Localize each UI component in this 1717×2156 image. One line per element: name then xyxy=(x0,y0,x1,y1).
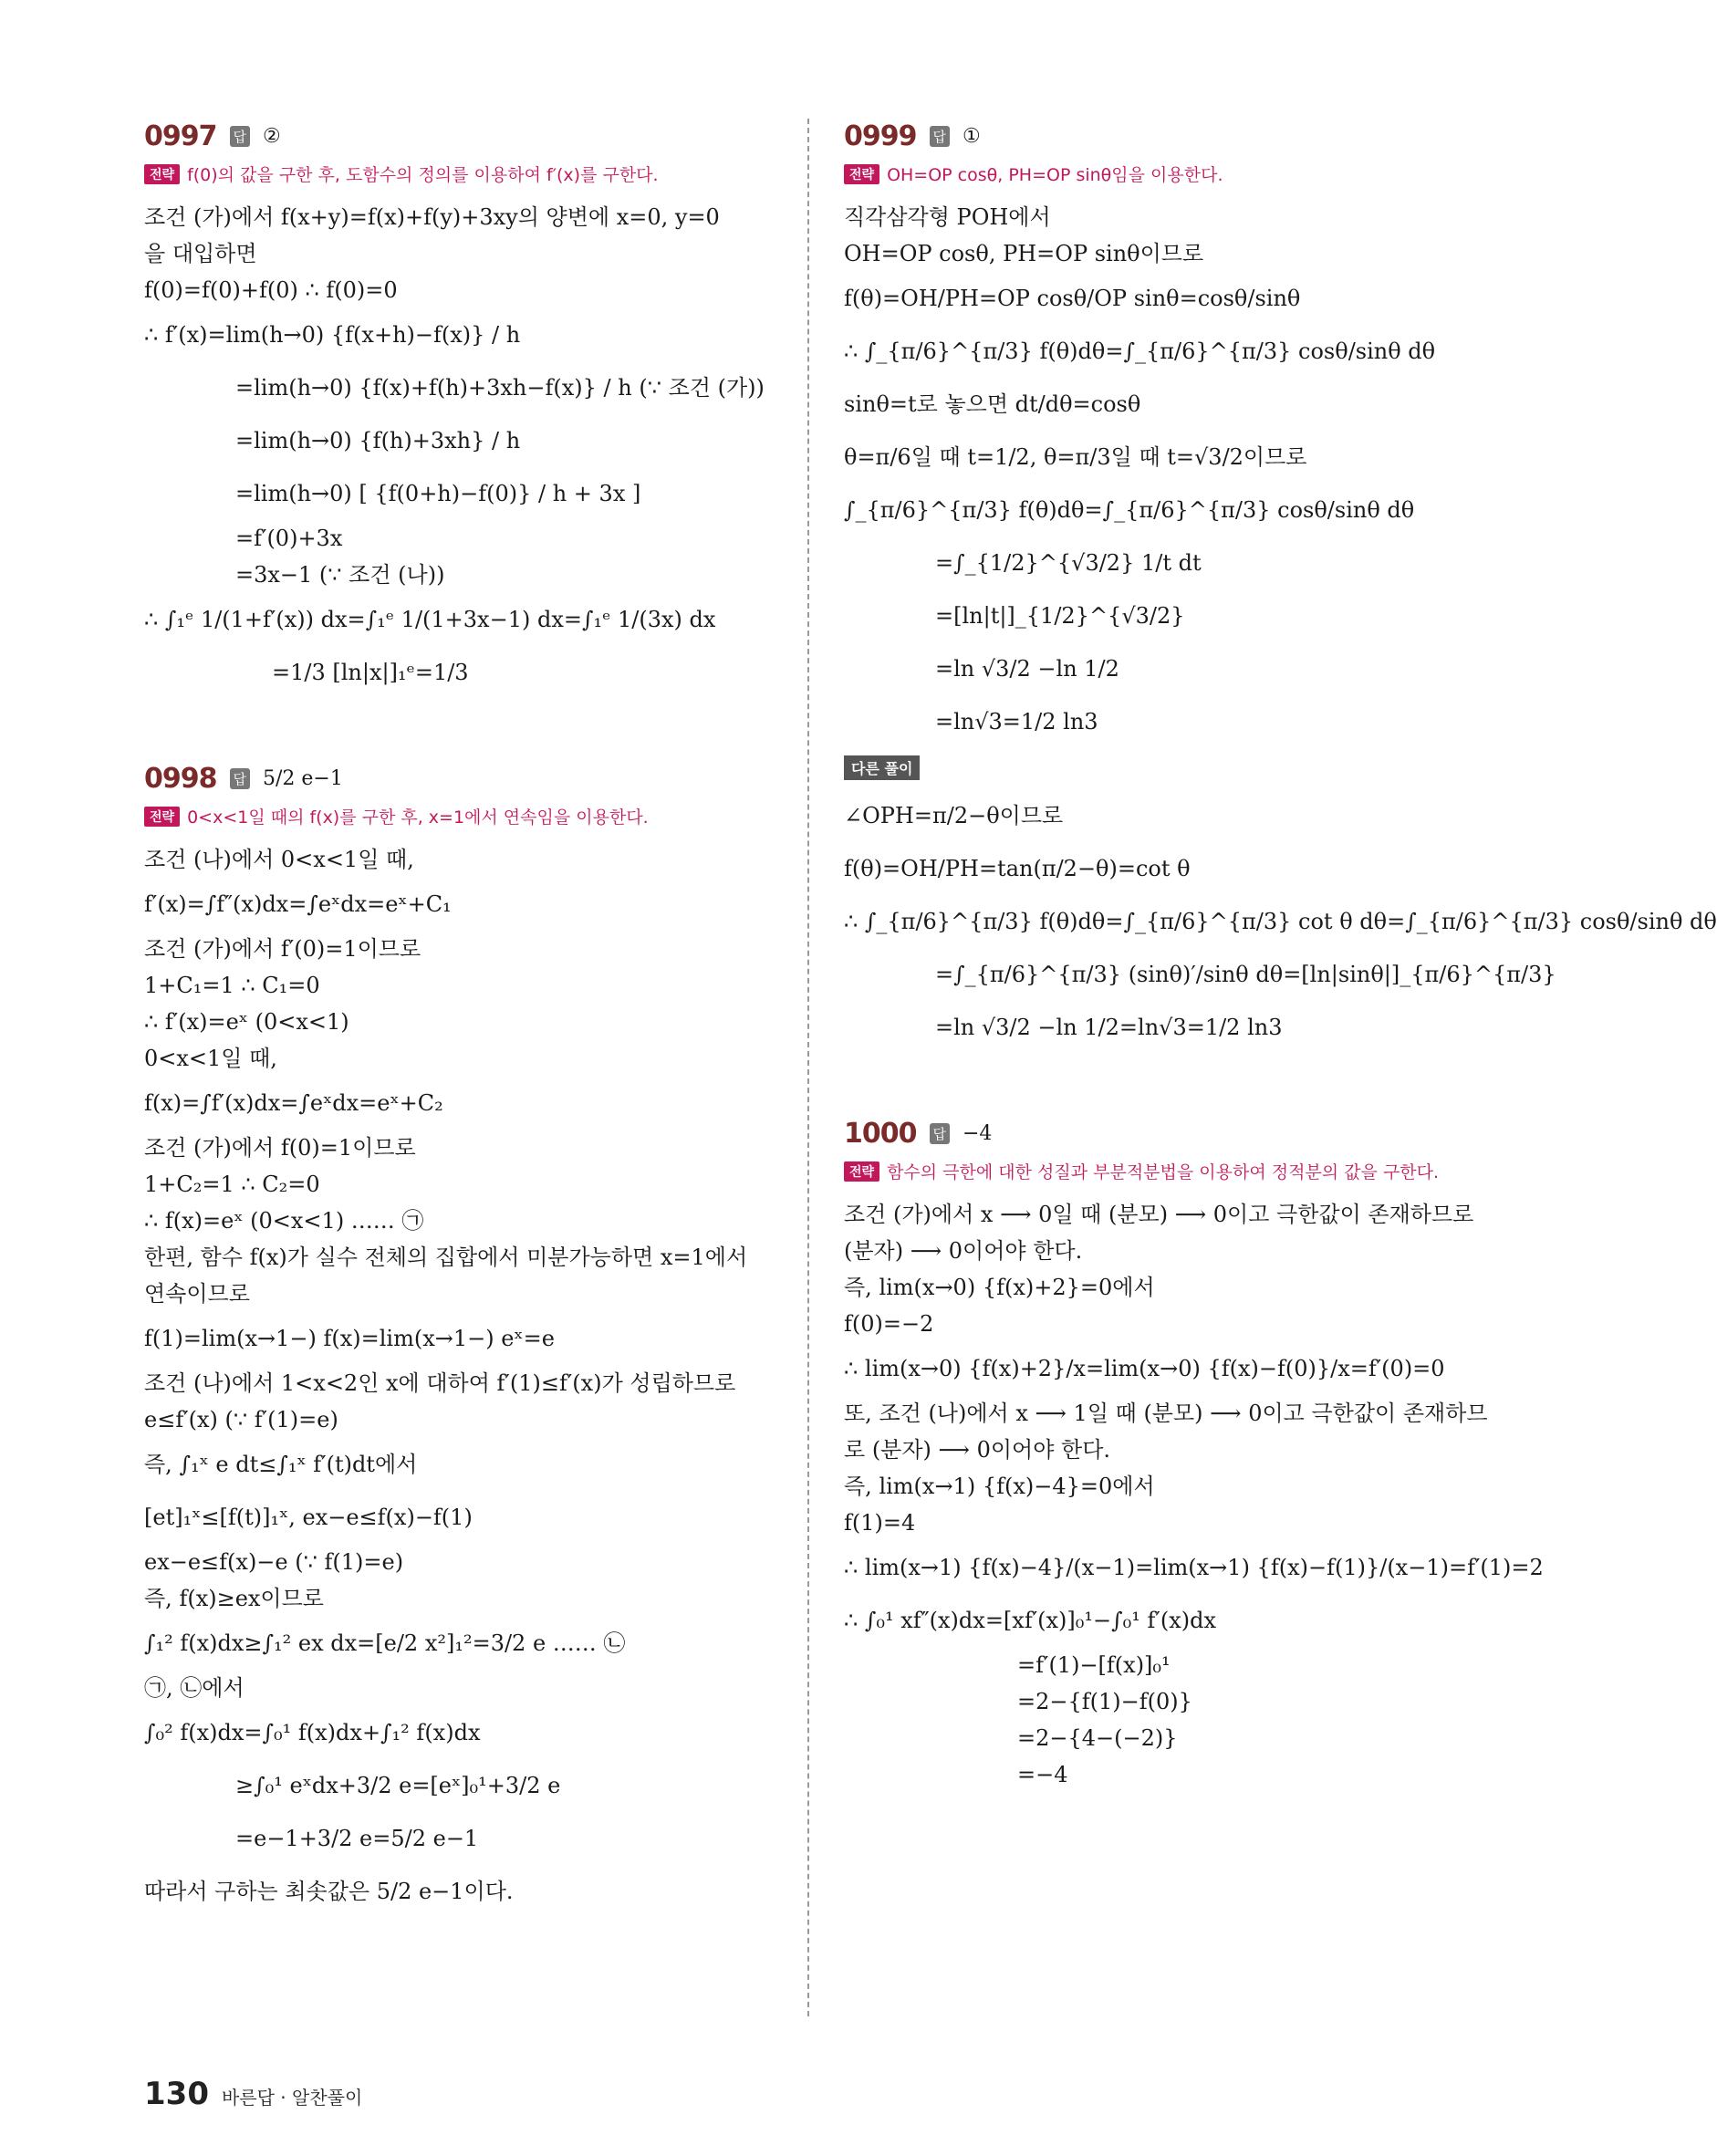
answer-value: 5/2 e−1 xyxy=(263,767,343,790)
solution-line: 한편, 함수 f(x)가 실수 전체의 집합에서 미분가능하면 x=1에서 xyxy=(144,1245,748,1270)
book-section-label: 바른답 · 알찬풀이 xyxy=(221,2087,363,2109)
strategy-badge: 전략 xyxy=(844,1161,879,1182)
solution-line: ∫₁² f(x)dx≥∫₁² ex dx=[e/2 x²]₁²=3/2 e …… ㉡ xyxy=(144,1630,626,1656)
solution-line: ∴ f′(x)=lim(h→0) {f(x+h)−f(x)} / h xyxy=(144,322,521,348)
solution-line: =ln √3/2 −ln 1/2 xyxy=(935,656,1119,682)
solution-line: f(x)=∫f′(x)dx=∫eˣdx=eˣ+C₂ xyxy=(144,1090,443,1116)
solution-line: =−4 xyxy=(1017,1762,1068,1787)
solution-line: ∴ ∫_{π/6}^{π/3} f(θ)dθ=∫_{π/6}^{π/3} cot θ dθ=∫_{π/6}^{π/3} cosθ/sinθ dθ xyxy=(844,909,1717,934)
strategy-badge: 전략 xyxy=(144,164,180,184)
problem-0999 xyxy=(844,120,1717,1054)
solution-line: f(1)=4 xyxy=(844,1510,916,1536)
solution-line: 연속이므로 xyxy=(144,1281,250,1307)
solution-line: 을 대입하면 xyxy=(144,241,257,266)
solution-line: e≤f′(x) (∵ f′(1)=e) xyxy=(144,1407,338,1432)
solution-line: (분자) ⟶ 0이어야 한다. xyxy=(844,1238,1083,1264)
solution-line: 조건 (가)에서 x ⟶ 0일 때 (분모) ⟶ 0이고 극한값이 존재하므로 xyxy=(844,1202,1474,1227)
solution-line: =lim(h→0) [ {f(0+h)−f(0)} / h + 3x ] xyxy=(235,481,641,506)
solution-line: ∴ ∫_{π/6}^{π/3} f(θ)dθ=∫_{π/6}^{π/3} cosθ/sinθ dθ xyxy=(844,339,1436,364)
solution-line: =lim(h→0) {f(x)+f(h)+3xh−f(x)} / h (∵ 조건 (가)) xyxy=(235,375,765,401)
solution-line: 따라서 구하는 최솟값은 5/2 e−1이다. xyxy=(144,1879,514,1904)
solution-line: =1/3 [ln|x|]₁ᵉ=1/3 xyxy=(272,660,469,685)
page-footer xyxy=(144,2076,362,2112)
problem-number: 0998 xyxy=(144,763,217,795)
solution-line: 또, 조건 (나)에서 x ⟶ 1일 때 (분모) ⟶ 0이고 극한값이 존재하므 xyxy=(844,1401,1488,1426)
strategy-text: f(0)의 값을 구한 후, 도함수의 정의를 이용하여 f′(x)를 구한다. xyxy=(187,165,659,185)
solution-line: =f′(1)−[f(x)]₀¹ xyxy=(1017,1652,1171,1678)
solution-line: ∴ f(x)=eˣ (0<x<1) …… ㉠ xyxy=(144,1208,424,1234)
solution-line: OH=OP cosθ, PH=OP sinθ이므로 xyxy=(844,241,1204,266)
solution-line: 조건 (가)에서 f(x+y)=f(x)+f(y)+3xy의 양변에 x=0, y=0 xyxy=(144,204,720,230)
solution-line: =∫_{1/2}^{√3/2} 1/t dt xyxy=(935,550,1202,576)
solution-line: 즉, lim(x→1) {f(x)−4}=0에서 xyxy=(844,1474,1155,1499)
solution-line: 조건 (가)에서 f′(0)=1이므로 xyxy=(144,936,421,962)
solution-line: ∴ ∫₀¹ xf″(x)dx=[xf′(x)]₀¹−∫₀¹ f′(x)dx xyxy=(844,1608,1216,1633)
solution-line: 조건 (나)에서 0<x<1일 때, xyxy=(144,847,414,872)
answer-badge: 답 xyxy=(230,126,251,147)
column-divider xyxy=(807,119,809,2016)
solution-line: =ln√3=1/2 ln3 xyxy=(935,709,1098,734)
strategy-badge: 전략 xyxy=(144,807,180,827)
solution-line: 즉, ∫₁ˣ e dt≤∫₁ˣ f′(t)dt에서 xyxy=(144,1452,418,1477)
problem-number: 0999 xyxy=(844,120,917,152)
strategy-text: 0<x<1일 때의 f(x)를 구한 후, x=1에서 연속임을 이용한다. xyxy=(187,807,649,828)
solution-line: 즉, lim(x→0) {f(x)+2}=0에서 xyxy=(844,1275,1155,1300)
right-column xyxy=(844,117,1717,1793)
solution-line: [et]₁ˣ≤[f(t)]₁ˣ, ex−e≤f(x)−f(1) xyxy=(144,1505,473,1530)
solution-line: θ=π/6일 때 t=1/2, θ=π/3일 때 t=√3/2이므로 xyxy=(844,444,1307,470)
answer-badge: 답 xyxy=(930,126,951,147)
answer-value: −4 xyxy=(963,1122,993,1145)
solution-line: f(0)=−2 xyxy=(844,1311,934,1337)
problem-0998 xyxy=(144,763,783,1918)
solution-line: ∴ ∫₁ᵉ 1/(1+f′(x)) dx=∫₁ᵉ 1/(1+3x−1) dx=∫₁ᵉ 1/(3x) dx xyxy=(144,607,716,632)
solution-line: =2−{f(1)−f(0)} xyxy=(1017,1689,1192,1714)
left-column xyxy=(144,117,783,1918)
solution-line: ∠OPH=π/2−θ이므로 xyxy=(844,803,1064,828)
solution-line: =∫_{π/6}^{π/3} (sinθ)′/sinθ dθ=[ln|sinθ|]_{π/6}^{π/3} xyxy=(935,962,1556,987)
solution-line: 즉, f(x)≥ex이므로 xyxy=(144,1586,324,1611)
solution-line: =ln √3/2 −ln 1/2=ln√3=1/2 ln3 xyxy=(935,1015,1283,1040)
solution-line: 직각삼각형 POH에서 xyxy=(844,204,1051,230)
solution-line: =lim(h→0) {f(h)+3xh} / h xyxy=(235,428,521,453)
strategy-badge: 전략 xyxy=(844,164,879,184)
solution-line: =f′(0)+3x xyxy=(235,526,343,551)
solution-line: =2−{4−(−2)} xyxy=(1017,1725,1178,1751)
alternative-solution-badge: 다른 풀이 xyxy=(844,755,920,780)
solution-line: 1+C₁=1 ∴ C₁=0 xyxy=(144,973,320,998)
solution-line: =e−1+3/2 e=5/2 e−1 xyxy=(235,1826,479,1851)
solution-line: =3x−1 (∵ 조건 (나)) xyxy=(235,562,445,588)
solution-line: ∴ lim(x→0) {f(x)+2}/x=lim(x→0) {f(x)−f(0)}/x=f′(0)=0 xyxy=(844,1356,1445,1381)
solution-line: 로 (분자) ⟶ 0이어야 한다. xyxy=(844,1437,1111,1463)
solution-line: =[ln|t|]_{1/2}^{√3/2} xyxy=(935,603,1185,629)
solution-line: f(θ)=OH/PH=tan(π/2−θ)=cot θ xyxy=(844,856,1191,881)
page-number: 130 xyxy=(144,2076,209,2112)
solution-line: ∴ lim(x→1) {f(x)−4}/(x−1)=lim(x→1) {f(x)−f(1)}/(x−1)=f′(1)=2 xyxy=(844,1555,1544,1580)
problem-0997 xyxy=(144,120,783,699)
solution-line: 1+C₂=1 ∴ C₂=0 xyxy=(144,1172,320,1197)
solution-line: 0<x<1일 때, xyxy=(144,1046,277,1071)
solution-line: f(θ)=OH/PH=OP cosθ/OP sinθ=cosθ/sinθ xyxy=(844,286,1301,311)
answer-value: ② xyxy=(263,125,281,148)
solution-line: f(1)=lim(x→1−) f(x)=lim(x→1−) eˣ=e xyxy=(144,1326,555,1351)
solution-line: ∫₀² f(x)dx=∫₀¹ f(x)dx+∫₁² f(x)dx xyxy=(144,1720,481,1745)
answer-value: ① xyxy=(963,125,981,148)
solution-line: ㉠, ㉡에서 xyxy=(144,1675,245,1701)
strategy-text: OH=OP cosθ, PH=OP sinθ임을 이용한다. xyxy=(887,165,1223,185)
solution-line: ∴ f′(x)=eˣ (0<x<1) xyxy=(144,1009,349,1035)
problem-number: 0997 xyxy=(144,120,217,152)
answer-badge: 답 xyxy=(930,1123,951,1144)
solution-line: f(0)=f(0)+f(0) ∴ f(0)=0 xyxy=(144,277,398,303)
solution-line: ex−e≤f(x)−e (∵ f(1)=e) xyxy=(144,1549,404,1575)
answer-badge: 답 xyxy=(230,768,251,789)
strategy-text: 함수의 극한에 대한 성질과 부분적분법을 이용하여 정적분의 값을 구한다. xyxy=(887,1162,1440,1182)
solution-line: 조건 (가)에서 f(0)=1이므로 xyxy=(144,1135,416,1161)
solution-line: ∫_{π/6}^{π/3} f(θ)dθ=∫_{π/6}^{π/3} cosθ/sinθ dθ xyxy=(844,497,1415,523)
solution-line: sinθ=t로 놓으면 dt/dθ=cosθ xyxy=(844,391,1141,417)
solution-line: 조건 (나)에서 1<x<2인 x에 대하여 f′(1)≤f′(x)가 성립하므로 xyxy=(144,1370,736,1396)
solution-line: ≥∫₀¹ eˣdx+3/2 e=[eˣ]₀¹+3/2 e xyxy=(235,1773,561,1798)
problem-1000 xyxy=(844,1118,1544,1793)
solution-line: f′(x)=∫f″(x)dx=∫eˣdx=eˣ+C₁ xyxy=(144,891,452,917)
problem-number: 1000 xyxy=(844,1118,917,1150)
